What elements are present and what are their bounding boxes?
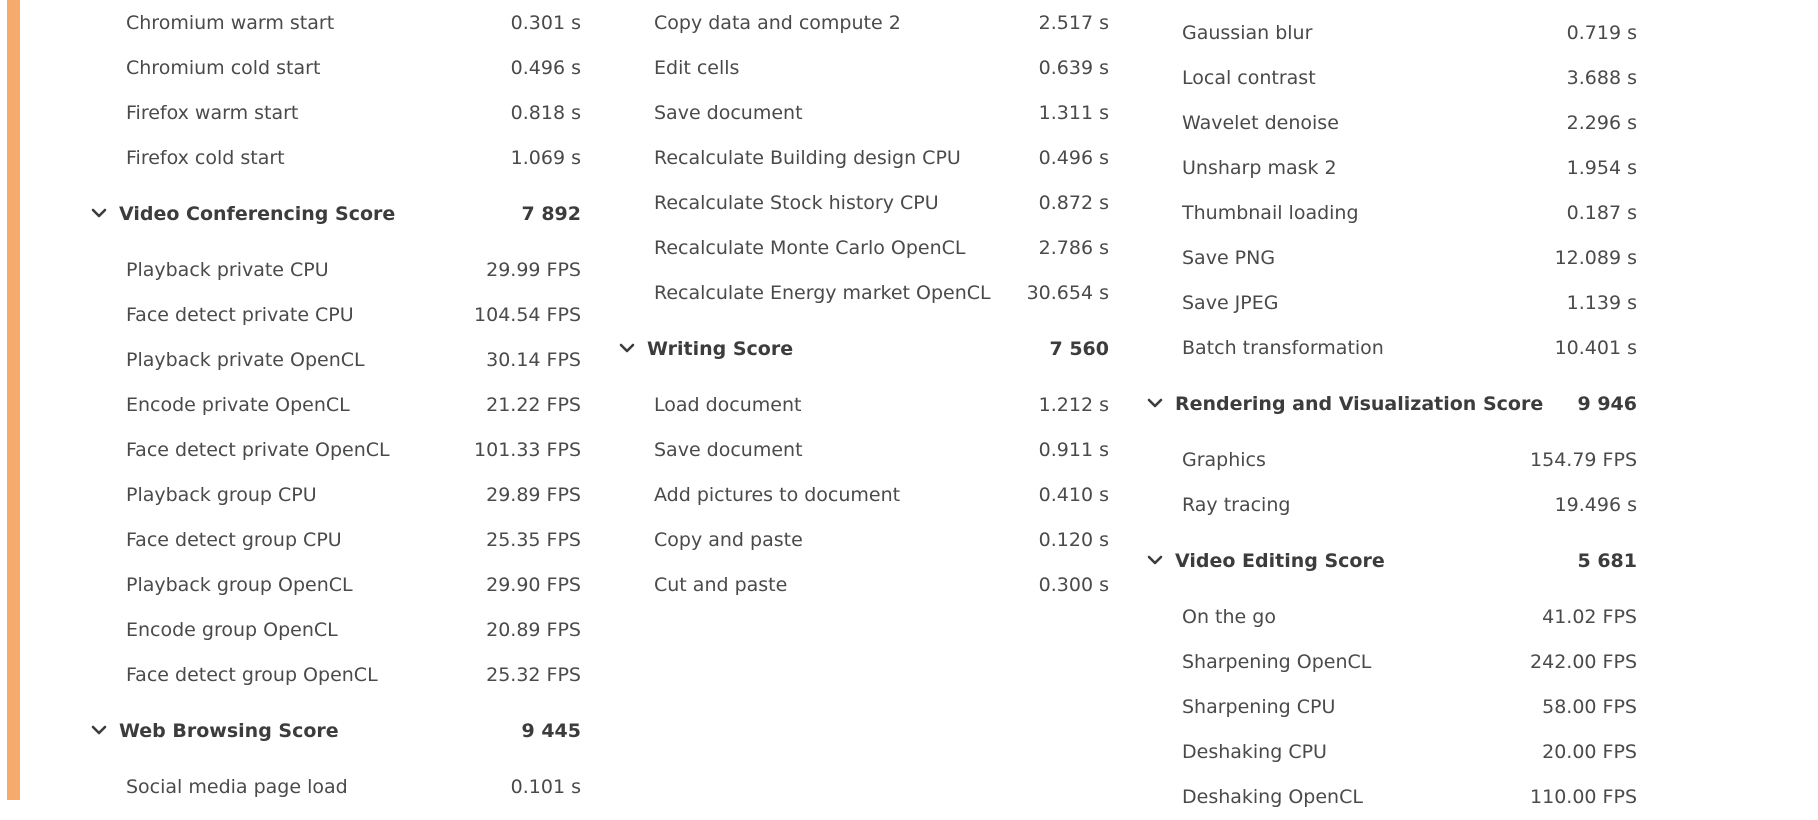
benchmark-name: Edit cells [654, 57, 740, 79]
benchmark-value: 0.639 s [1038, 57, 1109, 79]
benchmark-row [89, 248, 589, 293]
benchmark-row [89, 428, 589, 473]
benchmark-name: On the go [1182, 606, 1276, 628]
benchmark-row [1145, 483, 1645, 528]
score-section-header-writing-score[interactable] [617, 327, 1117, 372]
benchmark-name: Cut and paste [654, 574, 788, 596]
benchmark-value: 0.300 s [1038, 574, 1109, 596]
chevron-down-icon[interactable] [91, 207, 107, 219]
benchmark-row [617, 518, 1117, 563]
benchmark-name: Recalculate Energy market OpenCL [654, 282, 991, 304]
benchmark-row [89, 1, 589, 46]
benchmark-name: Sharpening CPU [1182, 696, 1336, 718]
benchmark-name: Firefox warm start [126, 102, 299, 124]
benchmark-value: 0.101 s [510, 776, 581, 798]
benchmark-value: 25.35 FPS [486, 529, 581, 551]
benchmark-row [617, 271, 1117, 316]
chevron-down-icon[interactable] [91, 724, 107, 736]
benchmark-row [1145, 236, 1645, 281]
benchmark-name: Copy data and compute 2 [654, 12, 901, 34]
benchmark-row [617, 136, 1117, 181]
benchmark-value: 110.00 FPS [1530, 786, 1637, 808]
benchmark-value: 101.33 FPS [474, 439, 581, 461]
benchmark-value: 10.401 s [1554, 337, 1637, 359]
benchmark-row [89, 765, 589, 810]
benchmark-name: Recalculate Stock history CPU [654, 192, 939, 214]
benchmark-row [1145, 191, 1645, 236]
benchmark-name: Save PNG [1182, 247, 1276, 269]
benchmark-value: 29.90 FPS [486, 574, 581, 596]
benchmark-value: 1.139 s [1566, 292, 1637, 314]
benchmark-name: Sharpening OpenCL [1182, 651, 1372, 673]
benchmark-name: Save document [654, 439, 803, 461]
benchmark-name: Batch transformation [1182, 337, 1384, 359]
score-value: 7 892 [521, 203, 581, 225]
benchmark-row [617, 473, 1117, 518]
score-title: Web Browsing Score [119, 720, 339, 742]
benchmark-value: 104.54 FPS [474, 304, 581, 326]
score-section-header-web-browsing-score[interactable] [89, 709, 589, 754]
benchmark-row [617, 563, 1117, 608]
benchmark-name: Encode group OpenCL [126, 619, 338, 641]
benchmark-name: Chromium warm start [126, 12, 335, 34]
benchmark-value: 19.496 s [1554, 494, 1637, 516]
benchmark-value: 0.872 s [1038, 192, 1109, 214]
score-section-header-rendering-and-visualization-score[interactable] [1145, 382, 1645, 427]
benchmark-row [1145, 281, 1645, 326]
benchmark-name: Save JPEG [1182, 292, 1279, 314]
benchmark-name: Face detect group CPU [126, 529, 342, 551]
benchmark-name: Playback group OpenCL [126, 574, 353, 596]
benchmark-row [1145, 685, 1645, 730]
benchmark-value: 20.89 FPS [486, 619, 581, 641]
benchmark-name: Encode private OpenCL [126, 394, 350, 416]
benchmark-name: Deshaking CPU [1182, 741, 1327, 763]
benchmark-row [1145, 640, 1645, 685]
benchmark-value: 0.496 s [1038, 147, 1109, 169]
benchmark-row [89, 608, 589, 653]
benchmark-row [1145, 11, 1645, 56]
benchmark-value: 154.79 FPS [1530, 449, 1637, 471]
benchmark-name: Playback group CPU [126, 484, 317, 506]
benchmark-name: Deshaking OpenCL [1182, 786, 1363, 808]
benchmark-value: 1.954 s [1566, 157, 1637, 179]
score-title: Video Conferencing Score [119, 203, 396, 225]
benchmark-row [1145, 438, 1645, 483]
benchmark-name: Social media page load [126, 776, 348, 798]
benchmark-row [89, 293, 589, 338]
benchmark-value: 0.496 s [510, 57, 581, 79]
benchmark-name: Add pictures to document [654, 484, 901, 506]
benchmark-row [1145, 101, 1645, 146]
benchmark-name: Load document [654, 394, 802, 416]
benchmark-value: 2.786 s [1038, 237, 1109, 259]
benchmark-name: Gaussian blur [1182, 22, 1313, 44]
benchmark-name: Chromium cold start [126, 57, 321, 79]
benchmark-row [617, 1, 1117, 46]
benchmark-row [617, 226, 1117, 271]
benchmark-name: Recalculate Monte Carlo OpenCL [654, 237, 966, 259]
benchmark-name: Graphics [1182, 449, 1266, 471]
benchmark-value: 0.301 s [510, 12, 581, 34]
accent-bar [7, 0, 20, 800]
benchmark-row [1145, 595, 1645, 640]
benchmark-row [89, 653, 589, 698]
benchmark-row [1145, 730, 1645, 775]
chevron-down-icon[interactable] [1147, 397, 1163, 409]
benchmark-row [89, 91, 589, 136]
benchmark-name: Save document [654, 102, 803, 124]
benchmark-name: Thumbnail loading [1182, 202, 1359, 224]
score-title: Video Editing Score [1175, 550, 1385, 572]
benchmark-value: 0.187 s [1566, 202, 1637, 224]
benchmark-value: 0.410 s [1038, 484, 1109, 506]
benchmark-value: 0.120 s [1038, 529, 1109, 551]
benchmark-row [617, 428, 1117, 473]
benchmark-value: 0.818 s [510, 102, 581, 124]
score-value: 5 681 [1577, 550, 1637, 572]
score-title: Rendering and Visualization Score [1175, 393, 1544, 415]
benchmark-row [1145, 775, 1645, 820]
benchmark-value: 29.99 FPS [486, 259, 581, 281]
score-title: Writing Score [647, 338, 794, 360]
benchmark-value: 242.00 FPS [1530, 651, 1637, 673]
benchmark-row [89, 563, 589, 608]
benchmark-value: 3.688 s [1566, 67, 1637, 89]
benchmark-name: Copy and paste [654, 529, 803, 551]
benchmark-value: 2.296 s [1566, 112, 1637, 134]
score-value: 9 946 [1577, 393, 1637, 415]
score-section-header-video-editing-score[interactable] [1145, 539, 1645, 584]
benchmark-value: 41.02 FPS [1542, 606, 1637, 628]
benchmark-name: Playback private CPU [126, 259, 329, 281]
benchmark-value: 12.089 s [1554, 247, 1637, 269]
benchmark-row [89, 518, 589, 563]
benchmark-row [617, 181, 1117, 226]
score-value: 9 445 [521, 720, 581, 742]
benchmark-value: 25.32 FPS [486, 664, 581, 686]
benchmark-value: 30.654 s [1026, 282, 1109, 304]
benchmark-value: 1.212 s [1038, 394, 1109, 416]
benchmark-name: Wavelet denoise [1182, 112, 1339, 134]
benchmark-row [1145, 146, 1645, 191]
benchmark-value: 21.22 FPS [486, 394, 581, 416]
benchmark-row [1145, 326, 1645, 371]
benchmark-row [89, 136, 589, 181]
score-section-header-video-conferencing-score[interactable] [89, 192, 589, 237]
score-value: 7 560 [1049, 338, 1109, 360]
benchmark-value: 0.911 s [1038, 439, 1109, 461]
benchmark-row [617, 383, 1117, 428]
chevron-down-icon[interactable] [619, 342, 635, 354]
benchmark-value: 30.14 FPS [486, 349, 581, 371]
benchmark-value: 29.89 FPS [486, 484, 581, 506]
benchmark-row [617, 46, 1117, 91]
chevron-down-icon[interactable] [1147, 554, 1163, 566]
benchmark-row [89, 473, 589, 518]
benchmark-row [89, 338, 589, 383]
benchmark-row [89, 383, 589, 428]
benchmark-value: 1.069 s [510, 147, 581, 169]
benchmark-name: Firefox cold start [126, 147, 285, 169]
benchmark-value: 20.00 FPS [1542, 741, 1637, 763]
benchmark-name: Face detect private OpenCL [126, 439, 390, 461]
benchmark-value: 1.311 s [1038, 102, 1109, 124]
benchmark-name: Recalculate Building design CPU [654, 147, 961, 169]
benchmark-row [1145, 56, 1645, 101]
benchmark-name: Face detect group OpenCL [126, 664, 378, 686]
benchmark-row [617, 91, 1117, 136]
benchmark-name: Ray tracing [1182, 494, 1291, 516]
benchmark-row [89, 46, 589, 91]
benchmark-name: Local contrast [1182, 67, 1316, 89]
benchmark-value: 58.00 FPS [1542, 696, 1637, 718]
benchmark-name: Playback private OpenCL [126, 349, 365, 371]
benchmark-name: Face detect private CPU [126, 304, 354, 326]
benchmark-name: Unsharp mask 2 [1182, 157, 1337, 179]
benchmark-value: 0.719 s [1566, 22, 1637, 44]
benchmark-value: 2.517 s [1038, 12, 1109, 34]
